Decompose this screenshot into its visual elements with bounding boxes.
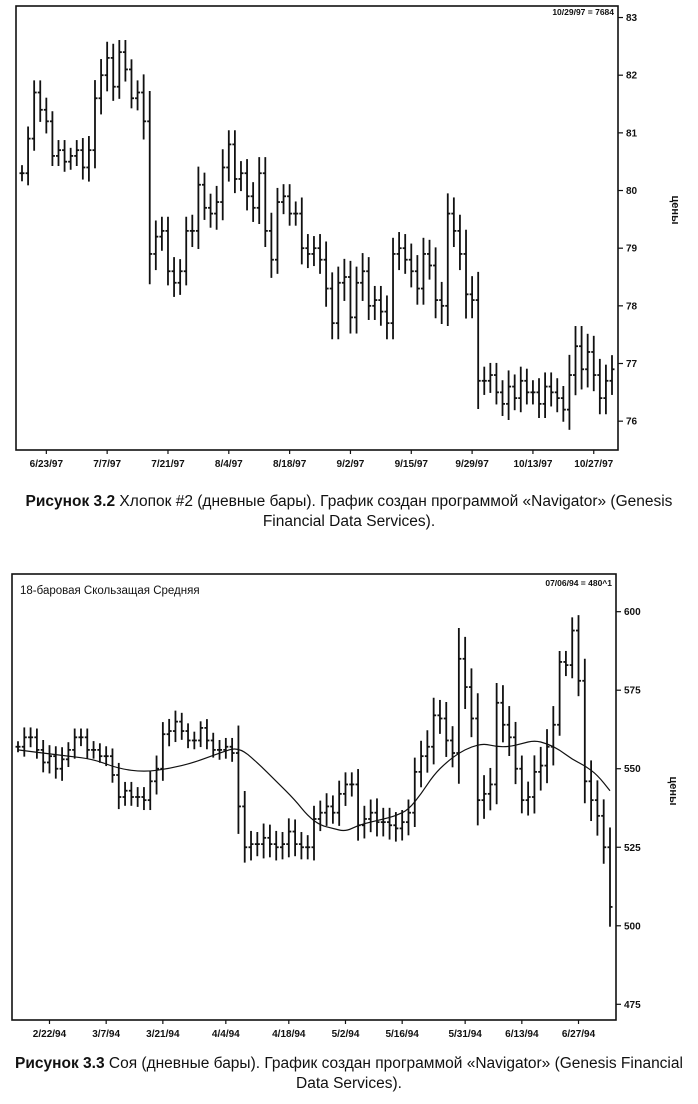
price-bar [165, 217, 170, 286]
y-tick-label: 475 [624, 999, 641, 1011]
price-bar [585, 334, 590, 388]
price-bar [85, 729, 90, 759]
price-bar [312, 806, 317, 861]
x-tick-label: 6/13/94 [505, 1029, 539, 1040]
price-bar [66, 742, 71, 767]
x-tick-label: 5/16/94 [385, 1029, 419, 1040]
price-bar [141, 74, 146, 139]
price-bar [530, 380, 535, 404]
price-bar [464, 230, 469, 319]
price-bar [324, 242, 329, 307]
figure-3-2-label: Рисунок 3.2 [25, 493, 116, 510]
y-tick-label: 500 [624, 921, 641, 933]
price-bar [412, 758, 417, 827]
price-bar [512, 374, 517, 410]
price-bar [223, 738, 228, 759]
price-bar [135, 787, 140, 807]
price-bar [318, 234, 323, 274]
x-tick-label: 9/2/97 [336, 459, 365, 470]
price-bar [421, 238, 426, 305]
price-bar [135, 80, 140, 110]
price-bar [537, 378, 542, 418]
price-bar [437, 700, 442, 734]
price-bar [263, 157, 268, 247]
x-tick-label: 8/4/97 [214, 459, 243, 470]
cotton-chart [0, 0, 698, 470]
figure-3-2-text: Хлопок #2 (дневные бары). График создан программой «Navigator» (Genesis Financial Data Services). [119, 493, 673, 530]
price-bar [356, 769, 361, 841]
price-bar [186, 723, 191, 748]
price-bar [318, 801, 323, 831]
price-bar [470, 276, 475, 318]
price-bar [245, 159, 250, 210]
x-tick-label: 10/13/97 [513, 459, 553, 470]
price-bar [324, 793, 329, 826]
price-bar [280, 832, 285, 859]
y-tick-label: 81 [626, 128, 638, 140]
price-bar [482, 775, 487, 819]
price-bar [192, 732, 197, 750]
price-bar [261, 824, 266, 859]
price-bar [129, 59, 134, 108]
y-tick-label: 82 [626, 70, 638, 82]
x-tick-label: 4/18/94 [272, 1029, 306, 1040]
price-bar [56, 140, 61, 166]
price-bar [330, 272, 335, 339]
price-bar [190, 215, 195, 247]
price-bar [403, 234, 408, 274]
price-bar [610, 355, 615, 395]
price-bar [299, 197, 304, 264]
price-bar [391, 238, 396, 339]
price-bar [507, 706, 512, 756]
price-bar [439, 282, 444, 324]
price-bar [208, 194, 213, 228]
price-bar [286, 818, 291, 857]
price-bar [202, 173, 207, 220]
price-bar [153, 221, 158, 271]
price-bar [494, 683, 499, 804]
price-bar [469, 668, 474, 737]
price-bar [427, 240, 432, 280]
price-bar [274, 831, 279, 861]
price-bar [305, 234, 310, 268]
price-bar [60, 747, 65, 781]
price-bar [482, 367, 487, 395]
x-tick-label: 5/2/94 [331, 1029, 360, 1040]
price-bar [179, 713, 184, 740]
x-tick-label: 3/21/94 [146, 1029, 180, 1040]
price-bar [406, 800, 411, 836]
price-bar [311, 236, 316, 266]
y-tick-label: 550 [624, 764, 641, 776]
price-bar [255, 832, 260, 856]
price-bar [92, 80, 97, 168]
price-bar [129, 782, 134, 806]
price-bar [72, 729, 77, 759]
price-bar [576, 615, 581, 696]
price-bar [433, 247, 438, 318]
price-bar [238, 161, 243, 191]
price-bar [26, 127, 31, 186]
price-bar [198, 721, 203, 747]
cotton-corner-note: 10/29/97 = 7684 [552, 7, 614, 17]
price-bar [555, 378, 560, 412]
cotton-y-axis-title: цены [669, 195, 681, 225]
price-bar [275, 188, 280, 274]
cotton-y-axis [618, 13, 638, 428]
price-bar [378, 286, 383, 326]
price-bar [184, 217, 189, 286]
price-bar [99, 59, 104, 114]
price-bar [22, 727, 27, 756]
x-tick-label: 2/22/94 [32, 1029, 67, 1040]
x-tick-label: 8/18/97 [272, 459, 307, 470]
price-bar [116, 763, 121, 809]
price-bar [91, 741, 96, 759]
figure-3-2-caption [0, 492, 698, 532]
price-bar [415, 255, 420, 305]
price-bar [41, 740, 46, 772]
price-bar [269, 213, 274, 278]
x-tick-label: 7/21/97 [151, 459, 185, 470]
price-bar [601, 799, 606, 863]
price-bar [519, 756, 524, 814]
price-bar [38, 80, 43, 122]
y-tick-label: 79 [626, 243, 638, 255]
price-bar [360, 253, 365, 301]
price-bar [500, 685, 505, 742]
price-bar [97, 743, 102, 762]
price-bar [226, 130, 231, 181]
price-bar [123, 782, 128, 806]
price-bar [444, 702, 449, 757]
figure-3-3-text: Соя (дневные бары). График создан программой «Navigator» (Genesis Financial Data Services). [108, 1055, 683, 1092]
price-bar [44, 98, 49, 134]
price-bar [86, 136, 91, 182]
y-tick-label: 575 [624, 685, 641, 697]
price-bar [348, 261, 353, 334]
price-bar [173, 711, 178, 742]
price-bar [457, 215, 462, 270]
price-bar [524, 369, 529, 405]
price-bar [50, 111, 55, 166]
price-bar [573, 326, 578, 395]
price-bar [557, 651, 562, 736]
price-bar [374, 798, 379, 836]
x-tick-label: 4/4/94 [211, 1029, 240, 1040]
price-bar [419, 741, 424, 787]
x-tick-label: 5/31/94 [448, 1029, 482, 1040]
price-bar [409, 244, 414, 288]
price-bar [595, 780, 600, 835]
price-bar [281, 184, 286, 214]
price-bar [400, 810, 405, 840]
price-bar [214, 186, 219, 230]
soy-y-axis-title: цены [667, 776, 679, 806]
y-tick-label: 76 [626, 416, 638, 428]
price-bar [242, 791, 247, 863]
price-bar [117, 40, 122, 99]
y-tick-label: 78 [626, 301, 638, 313]
price-bar [372, 286, 377, 320]
price-bar [349, 772, 354, 796]
cotton-price-bars [20, 40, 615, 430]
price-bar [80, 138, 85, 180]
price-bar [293, 819, 298, 856]
y-tick-label: 525 [624, 842, 641, 854]
x-tick-label: 10/27/97 [574, 459, 614, 470]
price-bar [397, 232, 402, 270]
price-bar [425, 730, 430, 772]
price-bar [506, 370, 511, 420]
price-bar [172, 257, 177, 297]
price-bar [381, 808, 386, 837]
price-bar [451, 197, 456, 247]
price-bar [267, 825, 272, 858]
price-bar [293, 201, 298, 225]
price-bar [543, 372, 548, 418]
price-bar [567, 355, 572, 430]
price-bar [526, 782, 531, 816]
price-bar [368, 800, 373, 833]
price-bar [387, 808, 392, 840]
price-bar [475, 693, 480, 825]
price-bar [236, 726, 241, 834]
price-bar [232, 130, 237, 193]
price-bar [579, 326, 584, 389]
price-bar [431, 698, 436, 765]
soy-corner-note: 07/06/94 = 480^1 [545, 578, 612, 588]
price-bar [603, 365, 608, 415]
soy-chart [0, 566, 698, 1046]
price-bar [299, 832, 304, 859]
price-bar [287, 184, 292, 226]
price-bar [494, 363, 499, 405]
price-bar [62, 140, 67, 172]
y-tick-label: 77 [626, 359, 638, 371]
soy-chart-title: 18-баровая Скользащая Средняя [20, 585, 200, 597]
price-bar [74, 140, 79, 166]
soy-chart-frame [12, 574, 616, 1020]
price-bar [167, 719, 172, 746]
price-bar [148, 771, 153, 810]
soy-x-axis [33, 1020, 596, 1040]
price-bar [538, 747, 543, 791]
price-bar [551, 706, 556, 765]
price-bar [249, 831, 254, 861]
price-bar [500, 380, 505, 416]
x-tick-label: 6/27/94 [561, 1029, 596, 1040]
price-bar [532, 755, 537, 813]
price-bar [34, 729, 39, 759]
price-bar [513, 722, 518, 784]
x-tick-label: 9/29/97 [455, 459, 489, 470]
price-bar [211, 733, 216, 758]
figure-3-3-label: Рисунок 3.3 [15, 1055, 105, 1072]
price-bar [518, 367, 523, 413]
price-bar [78, 729, 83, 747]
price-bar [488, 768, 493, 810]
price-bar [597, 359, 602, 414]
price-bar [20, 165, 25, 181]
price-bar [608, 827, 613, 926]
price-bar [362, 806, 367, 839]
price-bar [445, 193, 450, 326]
y-tick-label: 80 [626, 186, 638, 198]
price-bar [549, 372, 554, 406]
soy-price-bars [16, 615, 613, 927]
x-tick-label: 6/23/97 [29, 459, 64, 470]
price-bar [342, 259, 347, 301]
price-bar [196, 167, 201, 249]
price-bar [141, 787, 146, 810]
price-bar [204, 719, 209, 749]
price-bar [154, 756, 159, 795]
price-bar [330, 795, 335, 823]
price-bar [366, 257, 371, 320]
y-tick-label: 600 [624, 607, 641, 619]
price-bar [68, 148, 73, 170]
price-bar [251, 182, 256, 222]
price-bar [563, 651, 568, 676]
price-bar [384, 295, 389, 339]
price-bar [450, 726, 455, 767]
price-bar [561, 386, 566, 422]
price-bar [336, 267, 341, 340]
price-bar [47, 745, 52, 773]
price-bar [545, 729, 550, 783]
price-bar [488, 363, 493, 393]
price-bar [591, 336, 596, 391]
figure-3-3-caption [0, 1054, 698, 1094]
price-bar [463, 637, 468, 709]
price-bar [343, 772, 348, 806]
soy-y-axis [616, 607, 641, 1011]
price-bar [105, 42, 110, 92]
price-bar [570, 617, 575, 678]
price-bar [32, 80, 37, 150]
price-bar [582, 659, 587, 803]
price-bar [476, 272, 481, 409]
price-bar [53, 746, 58, 778]
price-bar [159, 217, 164, 251]
price-bar [147, 91, 152, 284]
price-bar [220, 149, 225, 220]
price-bar [257, 157, 262, 224]
price-bar [354, 267, 359, 334]
price-bar [305, 835, 310, 859]
x-tick-label: 9/15/97 [394, 459, 428, 470]
price-bar [337, 781, 342, 826]
price-bar [217, 740, 222, 760]
price-bar [160, 722, 165, 781]
price-bar [456, 628, 461, 784]
x-tick-label: 7/7/97 [93, 459, 122, 470]
price-bar [111, 44, 116, 101]
price-bar [28, 727, 33, 747]
y-tick-label: 83 [626, 13, 638, 25]
price-bar [178, 259, 183, 295]
price-bar [123, 40, 128, 82]
cotton-x-axis [30, 450, 614, 470]
x-tick-label: 3/7/94 [92, 1029, 121, 1040]
